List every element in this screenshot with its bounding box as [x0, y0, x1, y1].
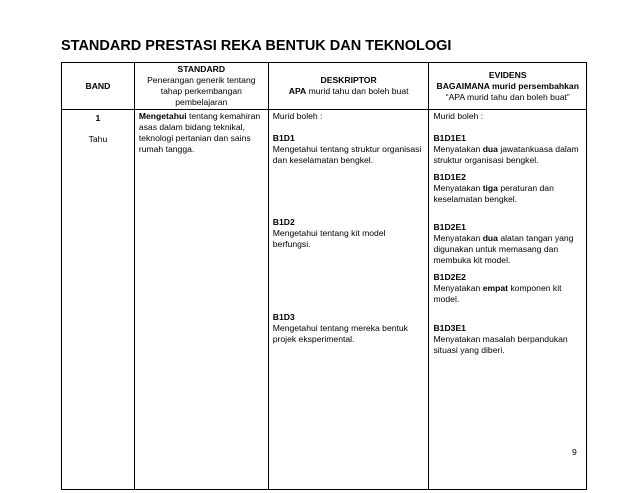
header-evidens	[429, 63, 587, 110]
evidens-code: B1D1E2	[433, 172, 466, 182]
deskriptor-item	[273, 217, 425, 250]
evidens-pre: Menyatakan	[433, 233, 483, 243]
evidens-post: jawatankuasa dalam struktur organisasi bengkel.	[433, 144, 579, 165]
band-cell	[62, 110, 135, 490]
evidens-intro: Murid boleh :	[433, 111, 484, 121]
standard-cell	[134, 110, 268, 490]
band-unit: Tahu	[88, 134, 108, 144]
header-standard	[134, 63, 268, 110]
header-band	[62, 63, 135, 110]
evidens-item	[433, 323, 582, 356]
page-title: STANDARD PRESTASI REKA BENTUK DAN TEKNOLOGI	[61, 38, 452, 54]
evidens-count: dua	[482, 233, 498, 243]
evidens-pre: Menyatakan	[433, 183, 483, 193]
header-standard-title: STANDARD	[177, 64, 226, 74]
deskriptor-code: B1D1	[272, 133, 295, 143]
evidens-code: B1D3E1	[433, 323, 466, 333]
standard-prestasi-table	[61, 62, 587, 490]
deskriptor-text: Mengetahui tentang kit model berfungsi.	[272, 228, 386, 249]
evidens-post: alatan tangan yang digunakan untuk memasang dan membuka kit model.	[433, 233, 574, 265]
evidens-count: empat	[482, 283, 508, 293]
evidens-pre: Menyatakan	[433, 283, 483, 293]
evidens-post: komponen kit model.	[433, 283, 562, 304]
standard-keyword: Mengetahui	[138, 111, 187, 121]
header-deskriptor-sub	[273, 86, 425, 97]
evidens-cell	[429, 110, 587, 490]
evidens-code: B1D2E2	[433, 272, 466, 282]
header-standard-sub: Penerangan generik tentang tahap perkembangan pembelajaran	[147, 75, 256, 107]
standard-text: tentang kemahiran asas dalam bidang teknikal, teknologi pertanian dan sains rumah tangga.	[138, 111, 261, 154]
header-evidens-bagaimana: BAGAIMANA murid persembahkan	[436, 80, 579, 91]
evidens-item	[433, 172, 582, 205]
deskriptor-item	[273, 312, 425, 345]
deskriptor-intro: Murid boleh :	[272, 111, 323, 121]
header-evidens-sub	[433, 81, 582, 103]
table-row	[62, 110, 587, 490]
evidens-pre: Menyatakan masalah berpandukan situasi yang diberi.	[433, 334, 568, 355]
header-evidens-rest: “APA murid tahu dan boleh buat”	[445, 91, 570, 102]
band-number: 1	[95, 113, 101, 123]
header-deskriptor-apa: APA	[288, 86, 307, 96]
evidens-pre: Menyatakan	[433, 144, 483, 154]
header-evidens-title: EVIDENS	[488, 69, 527, 80]
header-deskriptor	[268, 63, 429, 110]
evidens-count: dua	[482, 144, 498, 154]
header-deskriptor-rest: murid tahu dan boleh buat	[306, 86, 409, 96]
evidens-code: B1D2E1	[433, 222, 466, 232]
deskriptor-cell	[268, 110, 429, 490]
evidens-post: peraturan dan keselamatan bengkel.	[433, 183, 554, 204]
deskriptor-text: Mengetahui tentang struktur organisasi dan keselamatan bengkel.	[272, 144, 422, 165]
deskriptor-code: B1D3	[272, 312, 295, 322]
deskriptor-text: Mengetahui tentang mereka bentuk projek eksperimental.	[272, 323, 408, 344]
deskriptor-code: B1D2	[272, 217, 295, 227]
evidens-code: B1D1E1	[433, 133, 466, 143]
deskriptor-item	[273, 133, 425, 166]
evidens-count: tiga	[482, 183, 498, 193]
evidens-item	[433, 272, 582, 305]
header-deskriptor-title: DESKRIPTOR	[320, 75, 377, 85]
evidens-item	[433, 222, 582, 266]
table-header-row	[62, 63, 587, 110]
evidens-item	[433, 133, 582, 166]
header-band-label: BAND	[85, 80, 111, 91]
page-number: 9	[572, 447, 577, 457]
